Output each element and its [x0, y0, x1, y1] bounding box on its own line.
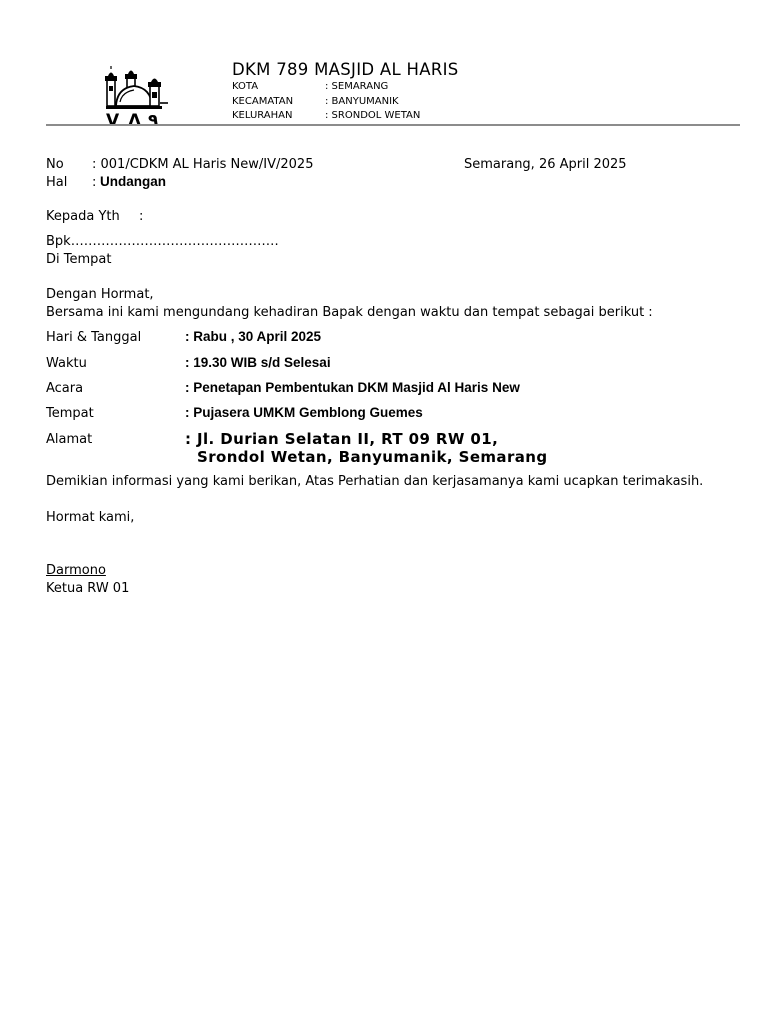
- svg-text:V: V: [106, 111, 120, 128]
- header-key-kelurahan: KELURAHAN: [232, 110, 293, 121]
- svg-text:٩: ٩: [148, 111, 159, 128]
- regards: Hormat kami,: [46, 510, 135, 525]
- header-value-kelurahan: : SRONDOL WETAN: [325, 110, 421, 121]
- address-line-2: Srondol Wetan, Banyumanik, Semarang: [197, 448, 548, 466]
- closing-paragraph: Demikian informasi yang kami berikan, Atas Perhatian dan kerjasamanya kami ucapkan terimakasih.: [46, 474, 704, 489]
- intro-paragraph: Bersama ini kami mengundang kehadiran Bapak dengan waktu dan tempat sebagai berikut :: [46, 305, 653, 320]
- detail-label-address: Alamat: [46, 432, 93, 447]
- signer-name: Darmono: [46, 563, 106, 578]
- detail-value-event: : Penetapan Pembentukan DKM Masjid Al Haris New: [185, 380, 520, 395]
- detail-label-time: Waktu: [46, 356, 87, 371]
- detail-label-place: Tempat: [46, 406, 94, 421]
- hal-colon: :: [92, 175, 97, 190]
- header-value-kecamatan: : BANYUMANIK: [325, 96, 399, 107]
- kepada-label: Kepada Yth: [46, 209, 120, 224]
- kepada-colon: :: [139, 209, 144, 224]
- hal-label: Hal: [46, 175, 68, 190]
- recipient-name-line: Bpk…………………………………………: [46, 234, 279, 249]
- letter-number: : 001/CDKM AL Haris New/IV/2025: [92, 157, 314, 172]
- svg-text:Λ: Λ: [128, 111, 142, 128]
- subject: Undangan: [100, 174, 166, 189]
- address-line-1: : Jl. Durian Selatan II, RT 09 RW 01,: [185, 430, 499, 448]
- no-label: No: [46, 157, 64, 172]
- signer-title: Ketua RW 01: [46, 581, 130, 596]
- place-date: Semarang, 26 April 2025: [464, 157, 627, 172]
- detail-label-date: Hari & Tanggal: [46, 330, 142, 345]
- detail-value-time: : 19.30 WIB s/d Selesai: [185, 355, 331, 370]
- detail-label-event: Acara: [46, 381, 84, 396]
- header-divider: [46, 124, 740, 126]
- mosque-logo-icon: [104, 66, 170, 128]
- detail-value-place: : Pujasera UMKM Gemblong Guemes: [185, 405, 423, 420]
- greeting: Dengan Hormat,: [46, 287, 154, 302]
- header-value-kota: : SEMARANG: [325, 81, 389, 92]
- detail-value-date: : Rabu , 30 April 2025: [185, 329, 322, 344]
- header-key-kecamatan: KECAMATAN: [232, 96, 294, 107]
- di-tempat: Di Tempat: [46, 252, 112, 267]
- header-key-kota: KOTA: [232, 81, 259, 92]
- org-title: DKM 789 MASJID AL HARIS: [232, 60, 459, 79]
